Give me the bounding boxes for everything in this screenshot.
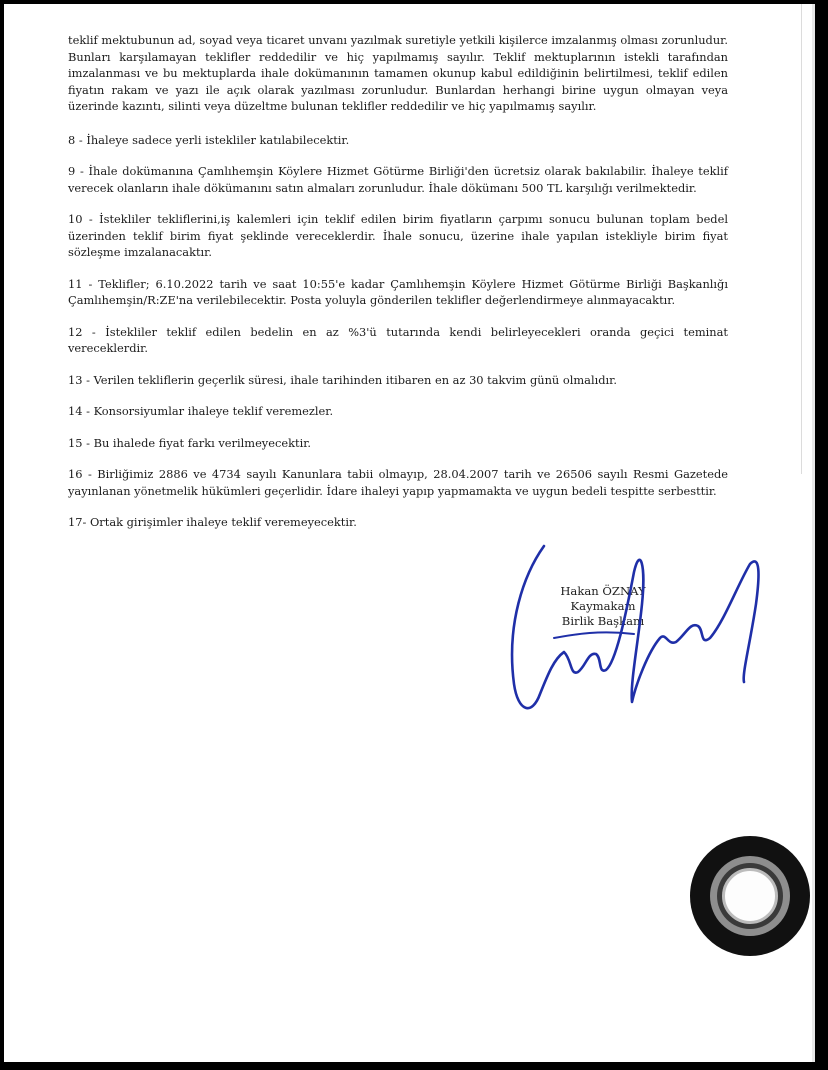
signatory-title: Kaymakam bbox=[570, 599, 636, 613]
record-inner-ring bbox=[717, 863, 783, 929]
document-body bbox=[68, 32, 728, 546]
record-core bbox=[722, 868, 778, 924]
paragraph-12: 12 - İstekliler teklif edilen bedelin en az %3'ü tutarında kendi belirleyecekleri oranda geçici teminat vereceklerdir. bbox=[68, 324, 728, 355]
paragraph-9: 9 - İhale dokümanına Çamlıhemşin Köylere Hizmet Götürme Birliği'den ücretsiz olarak bakılabilir. İhaleye teklif verecek olanların ihale dökümanını satın almaları zorunludur. İhale dökümanı 500 TL karşılığı verilmektedir. bbox=[68, 164, 728, 195]
paragraph-10: 10 - İstekliler tekliflerini,iş kalemleri için teklif edilen birim fiyatların çarpımı sonucu bulunan toplam bedel üzerinden teklif birim fiyat şeklinde vereceklerdir. İhale sonucu, üzerine ihale yapılan istekliyle birim fiyat sözleşme imzalanacaktır. bbox=[68, 212, 728, 259]
signature-stroke bbox=[512, 546, 758, 708]
signature-underline-stroke bbox=[554, 632, 634, 638]
handwritten-signature bbox=[484, 534, 774, 724]
record-button[interactable] bbox=[690, 836, 810, 956]
paragraph-16: 16 - Birliğimiz 2886 ve 4734 sayılı Kanunlara tabii olmayıp, 28.04.2007 tarih ve 26506 sayılı Resmi Gazetede yayınlanan yönetmelik hükümleri geçerlidir. İdare ihaleyi yapıp yapmamakta ve uygun bedeli tespitte serbesttir. bbox=[68, 467, 728, 498]
record-circle-icon bbox=[710, 856, 790, 936]
page-edge-shadow bbox=[801, 4, 802, 474]
signatory-name: Hakan ÖZNAY bbox=[560, 584, 646, 598]
paragraph-14: 14 - Konsorsiyumlar ihaleye teklif veremezler. bbox=[68, 404, 334, 418]
signatory-role: Birlik Başkanı bbox=[561, 614, 645, 628]
paragraph-continuation: teklif mektubunun ad, soyad veya ticaret unvanı yazılmak suretiyle yetkili kişilerce imzalanmış olması zorunludur. Bunları karşılamayan teklifler reddedilir ve hiç yapılmamış sayılır. Teklif mektuplarının istekli tarafından imzalanması ve bu mektuplarda ihale dokümanının tamamen okunup kabul edildiğinin belirtilmesi, teklif edilen fiyatın rakam ve yazı ile açık olarak yazılması zorunludur. Bunlardan herhangi birine uygun olmayan veya üzerinde kazıntı, silinti veya düzeltme bulunan teklifler reddedilir ve hiç yapılmamış sayılır. bbox=[68, 33, 728, 113]
paragraph-15: 15 - Bu ihalede fiyat farkı verilmeyecektir. bbox=[68, 435, 312, 450]
paragraph-11: 11 - Teklifler; 6.10.2022 tarih ve saat 10:55'e kadar Çamlıhemşin Köylere Hizmet Götürme Birliği Başkanlığı Çamlıhemşin/R:ZE'na verilebilecektir. Posta yoluyla gönderilen teklifler değerlendirmeye alınmayacaktır. bbox=[68, 276, 728, 307]
paragraph-17: 17- Ortak girişimler ihaleye teklif veremeyecektir. bbox=[68, 515, 357, 529]
paragraph-13: 13 - Verilen tekliflerin geçerlik süresi, ihale tarihinden itibaren en az 30 takvim günü olmalıdır. bbox=[68, 372, 617, 387]
paragraph-8: 8 - İhaleye sadece yerli istekliler katılabilecektir. bbox=[68, 132, 350, 147]
